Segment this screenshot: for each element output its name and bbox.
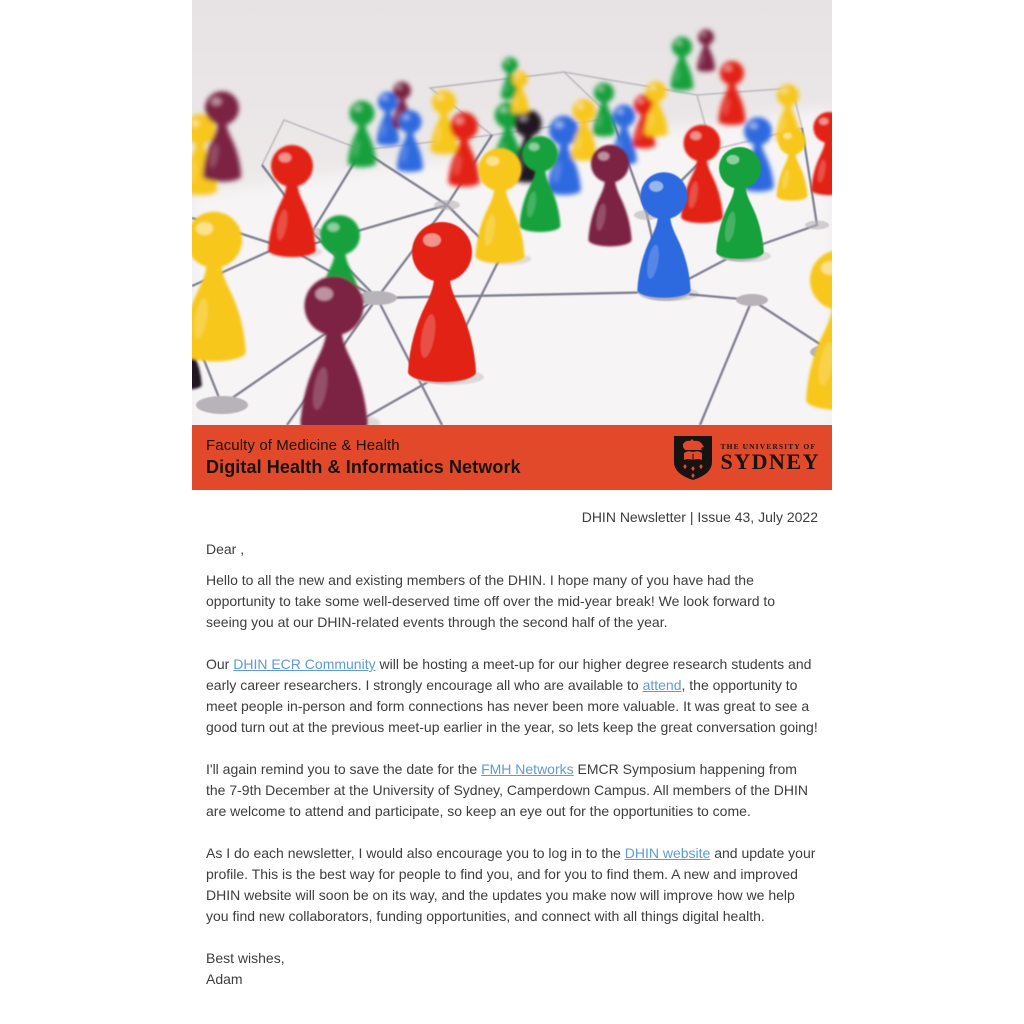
letter-body: [192, 539, 832, 990]
university-shield-icon: [673, 435, 713, 481]
salutation: Dear ,: [206, 541, 245, 557]
email-body: [192, 0, 832, 990]
link-dhin-website[interactable]: DHIN website: [624, 845, 711, 861]
network-title: Digital Health & Informatics Network: [206, 457, 521, 477]
issue-line: DHIN Newsletter | Issue 43, July 2022: [581, 509, 818, 525]
university-wordmark-top: THE UNIVERSITY OF: [720, 442, 817, 451]
masthead-banner: [192, 425, 832, 490]
text-segment: As I do each newsletter, I would also encourage you to log in to the: [206, 845, 625, 861]
text-segment: , the opportunity to meet people in-person and form connections has never been more valuable. It was great to see a good turn out at the previous meet-up earlier in the year, so lets keep the great conversation going!: [206, 677, 818, 735]
text-segment: and update your profile. This is the best way for people to find you, and for you to find them. A new and improved DHIN website will soon be on its way, and the updates you make now will improve how we help you find new collaborators, funding opportunities, and connect with all things digital health.: [206, 845, 816, 924]
masthead-titles: [206, 436, 521, 479]
university-wordmark-name: SYDNEY: [720, 449, 820, 474]
text-segment: EMCR Symposium happening from the 7-9th December at the University of Sydney, Camperdown Campus. All members of the DHIN are welcome to attend and participate, so keep an eye out for the opportunities to come.: [206, 761, 808, 819]
paragraph-2: [206, 654, 818, 738]
hero-image: [192, 0, 832, 425]
university-logo: [673, 435, 820, 481]
closing-block: [206, 948, 818, 990]
paragraph-3: [206, 759, 818, 822]
closing-line: Best wishes,: [206, 950, 285, 966]
link-attend[interactable]: attend: [642, 677, 682, 693]
text-segment: I'll again remind you to save the date for the: [206, 761, 482, 777]
university-wordmark: [721, 442, 820, 473]
paragraph-1: Hello to all the new and existing members of the DHIN. I hope many of you have had the opportunity to take some well-deserved time off over the mid-year break! We look forward to seeing you at our DHIN-related events through the second half of the year.: [206, 572, 776, 630]
text-segment: will be hosting a meet-up for our higher degree research students and early career researchers. I strongly encourage all who are available to: [206, 656, 812, 693]
link-fmh-networks[interactable]: FMH Networks: [481, 761, 574, 777]
paragraph-4: [206, 843, 818, 927]
faculty-title: Faculty of Medicine & Health: [206, 437, 400, 454]
link-dhin-ecr-community[interactable]: DHIN ECR Community: [233, 656, 376, 672]
signature: Adam: [206, 971, 243, 987]
text-segment: Our: [206, 656, 234, 672]
